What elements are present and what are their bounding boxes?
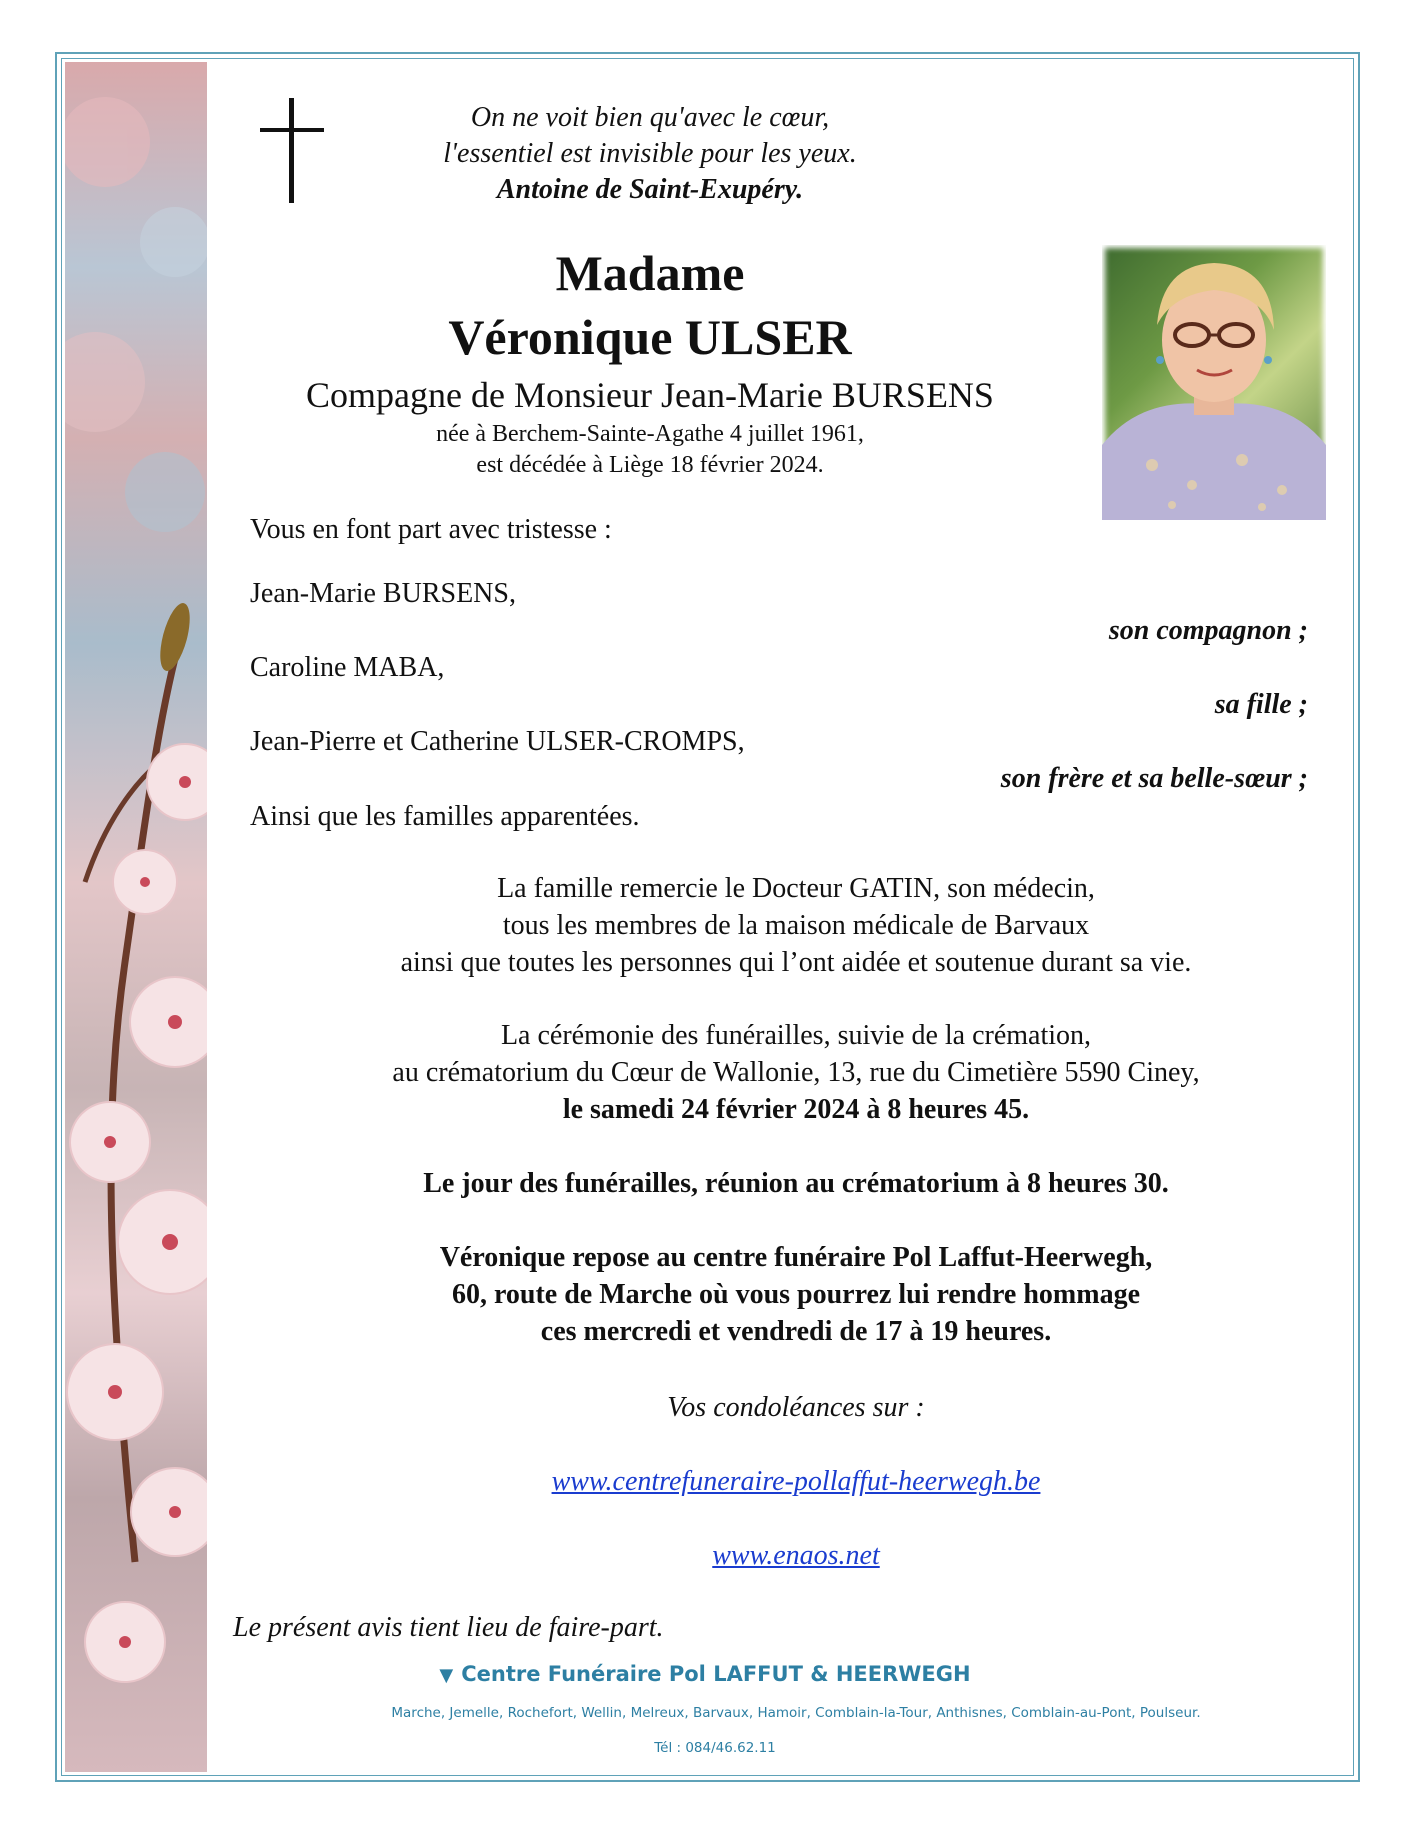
triangle-down-icon: ▼ <box>439 1665 454 1686</box>
visitation-line-3: ces mercredi et vendredi de 17 à 19 heures. <box>540 1316 1052 1347</box>
visitation-line-2: 60, route de Marche où vous pourrez lui rendre hommage <box>451 1279 1141 1310</box>
quote-line-1: On ne voit bien qu'avec le cœur, <box>470 102 830 133</box>
announcement-closing: Ainsi que les familles apparentées. <box>250 801 640 832</box>
quote-author: Antoine de Saint-Exupéry. <box>496 174 804 205</box>
deceased-name: Véronique ULSER <box>448 309 852 365</box>
death-info: est décédée à Liège 18 février 2024. <box>476 452 824 478</box>
footer-title <box>330 1660 1080 1690</box>
condolences-link-website[interactable]: www.centrefuneraire-pollaffut-heerwegh.be <box>551 1466 1041 1497</box>
footer-locations: Marche, Jemelle, Rochefort, Wellin, Melreux, Barvaux, Hamoir, Comblain-la-Tour, Anthisnes, Comblain-au-Pont, Poulseur. <box>391 1705 1201 1721</box>
family-member-role: son frère et sa belle-sœur ; <box>1000 763 1308 794</box>
ceremony-line-2: au crématorium du Cœur de Wallonie, 13, rue du Cimetière 5590 Ciney, <box>392 1057 1200 1088</box>
condolences-label: Vos condoléances sur : <box>667 1392 925 1423</box>
gathering-info: Le jour des funérailles, réunion au crématorium à 8 heures 30. <box>423 1168 1169 1199</box>
footer-company-name: Centre Funéraire Pol LAFFUT & HEERWEGH <box>461 1662 971 1686</box>
thanks-line-1: La famille remercie le Docteur GATIN, son médecin, <box>497 873 1095 904</box>
family-member-name: Caroline MABA, <box>250 652 445 683</box>
thanks-line-3: ainsi que toutes les personnes qui l’ont aidée et soutenue durant sa vie. <box>400 947 1192 978</box>
footer-phone: Tél : 084/46.62.11 <box>654 1740 776 1756</box>
notice-text: Le présent avis tient lieu de faire-part. <box>233 1612 664 1643</box>
ceremony-date: le samedi 24 février 2024 à 8 heures 45. <box>562 1094 1030 1125</box>
ceremony-line-1: La cérémonie des funérailles, suivie de la crémation, <box>500 1020 1092 1051</box>
family-member-name: Jean-Marie BURSENS, <box>250 578 516 609</box>
quote-line-2: l'essentiel est invisible pour les yeux. <box>443 138 857 169</box>
visitation-line-1: Véronique repose au centre funéraire Pol Laffut-Heerwegh, <box>439 1242 1153 1273</box>
family-member-name: Jean-Pierre et Catherine ULSER-CROMPS, <box>250 726 745 757</box>
deceased-relation: Compagne de Monsieur Jean-Marie BURSENS <box>306 375 994 415</box>
cross-icon <box>257 98 327 203</box>
family-member-role: sa fille ; <box>1214 689 1308 720</box>
condolences-link-2-wrap <box>250 1538 1342 1574</box>
portrait-photo <box>1102 245 1326 520</box>
announcement-intro: Vous en font part avec tristesse : <box>250 514 612 545</box>
thanks-line-2: tous les membres de la maison médicale de Barvaux <box>502 910 1090 941</box>
condolences-link-enaos[interactable]: www.enaos.net <box>712 1540 880 1571</box>
deceased-title: Madame <box>555 245 745 301</box>
birth-info: née à Berchem-Sainte-Agathe 4 juillet 1961, <box>436 421 864 447</box>
family-member-role: son compagnon ; <box>1108 615 1308 646</box>
condolences-link-1-wrap <box>250 1464 1342 1500</box>
floral-border-image <box>65 62 207 1772</box>
